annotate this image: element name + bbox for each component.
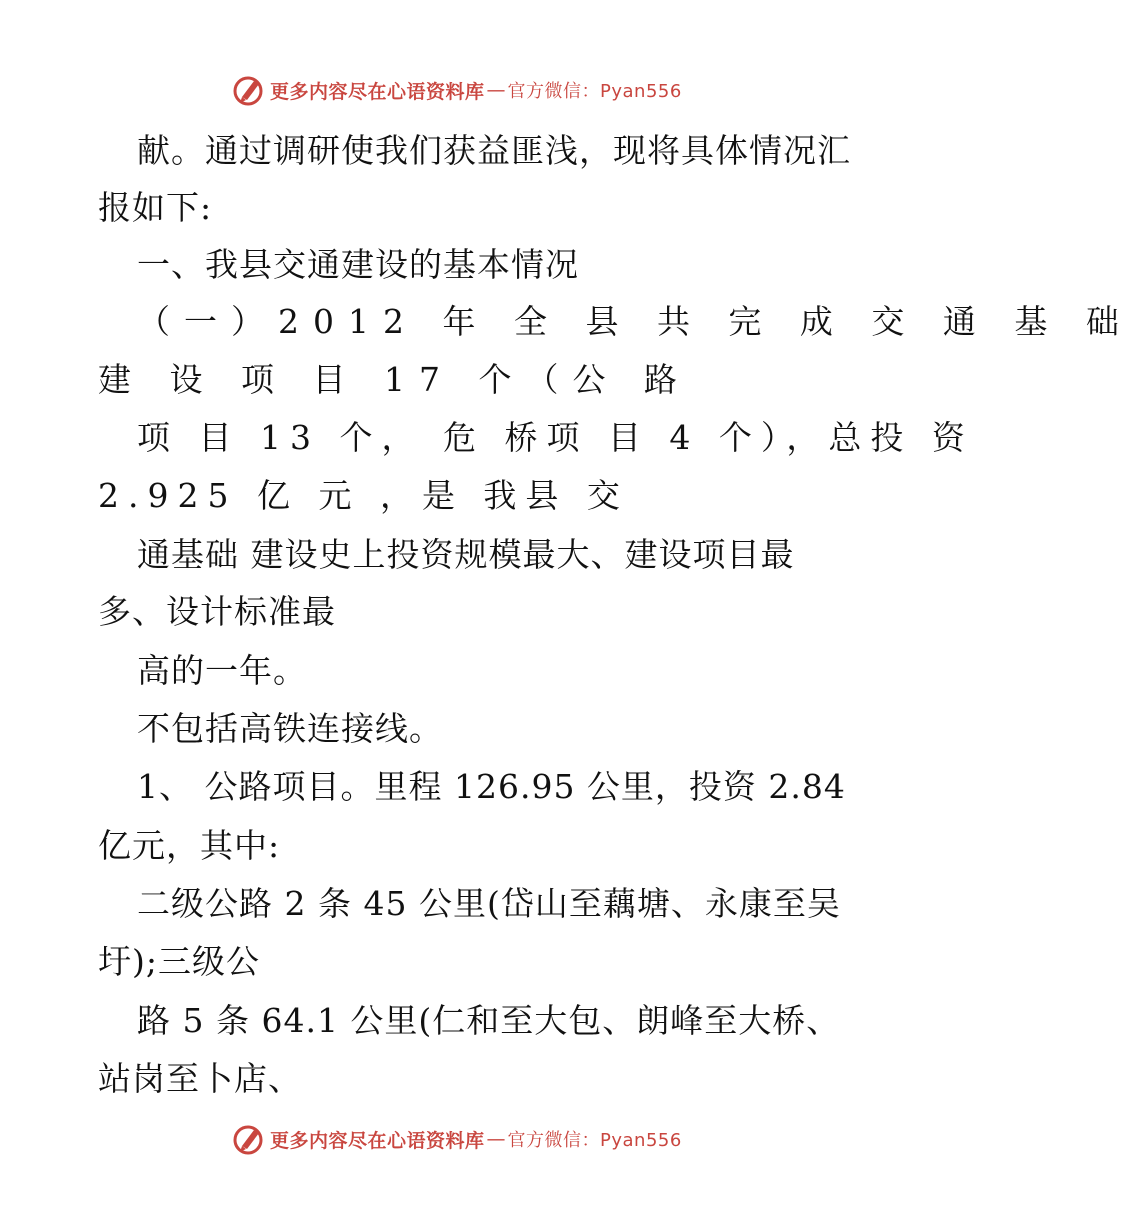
text-line: 站岗至卜店、 [98, 1059, 302, 1098]
watermark-contact: 官方微信：Pyan556 [507, 1130, 682, 1151]
pen-logo-icon [232, 1122, 266, 1156]
text-line: 亿元，其中: [98, 826, 281, 865]
text-line: 多、设计标准最 [98, 592, 336, 631]
text-line: 不包括高铁连接线。 [137, 709, 443, 748]
watermark-separator: — [486, 1128, 506, 1150]
text-line: （一）2012 年 全 县 共 完 成 交 通 基 础 [137, 302, 1133, 341]
text-line: 2.925 亿 元 ，是 我县 交 [98, 476, 629, 515]
watermark-separator: — [486, 79, 506, 101]
text-line: 献。通过调研使我们获益匪浅，现将具体情况汇 [137, 131, 851, 170]
watermark-contact: 官方微信：Pyan556 [507, 81, 682, 102]
text-line: 通基础 建设史上投资规模最大、建设项目最 [137, 535, 795, 574]
text-line: 报如下: [98, 188, 213, 227]
footer-watermark [232, 1122, 682, 1156]
text-line: 圩);三级公 [98, 942, 260, 981]
watermark-text: 更多内容尽在心语资料库 [270, 80, 485, 103]
text-line: 高的一年。 [137, 651, 307, 690]
text-line: 二级公路 2 条 45 公里(岱山至藕塘、永康至吴 [137, 884, 841, 923]
text-line: 项 目 13 个， 危 桥项 目 4 个），总投 资 [137, 418, 974, 457]
text-line: 1、 公路项目。里程 126.95 公里，投资 2.84 [137, 767, 846, 806]
text-line: 路 5 条 64.1 公里(仁和至大包、朗峰至大桥、 [137, 1001, 841, 1040]
watermark-text: 更多内容尽在心语资料库 [270, 1129, 485, 1152]
section-heading: 一、我县交通建设的基本情况 [137, 245, 579, 284]
text-line: 建 设 项 目 17 个（公 路 [98, 360, 691, 399]
